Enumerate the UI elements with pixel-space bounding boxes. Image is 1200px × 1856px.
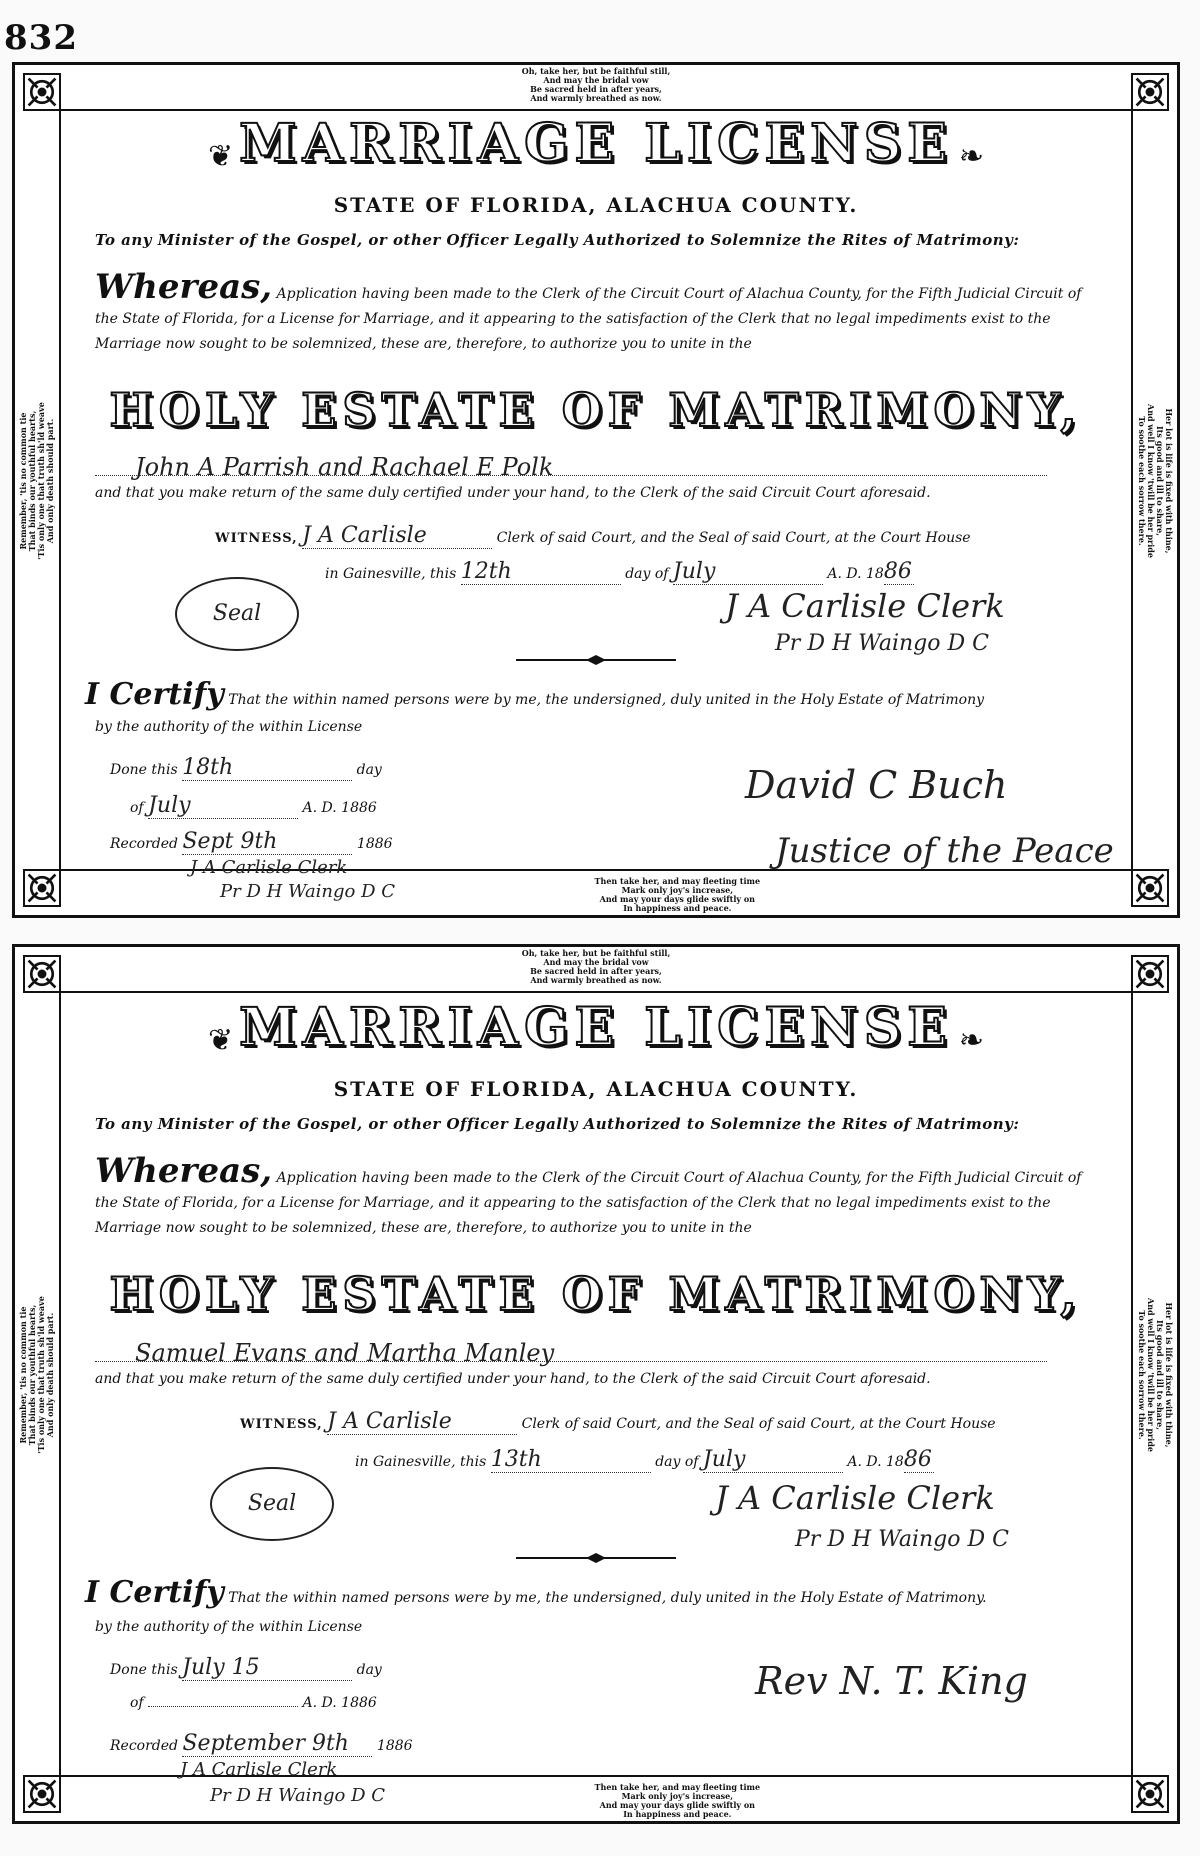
section-divider	[516, 655, 676, 665]
corner-ornament-icon	[23, 869, 61, 907]
of-label: of	[130, 1695, 144, 1711]
couple-names: John A Parrish and Rachael E Polk	[135, 453, 554, 481]
year-value: 86	[903, 1447, 932, 1472]
flourish-right-icon: ❧	[958, 139, 985, 174]
address-line: To any Minister of the Gospel, or other Officer Legally Authorized to Solemnize the Rites of Matrimony:	[95, 1115, 1020, 1133]
clerk-text: Clerk of said Court, and the Seal of said Court, at the Court House	[496, 530, 971, 546]
recorded-label: Recorded	[110, 836, 178, 852]
whereas-paragraph	[95, 267, 1097, 357]
certify-label: I Certify	[85, 677, 224, 712]
day-label: day	[356, 762, 382, 778]
couple-names: Samuel Evans and Martha Manley	[135, 1339, 555, 1367]
witness-signature: J A Carlisle	[302, 523, 492, 549]
corner-ornament-icon	[1131, 869, 1169, 907]
ad-label: A. D. 18	[847, 1454, 904, 1470]
flourish-left-icon: ❦	[207, 1023, 234, 1058]
poem-top: Oh, take her, but be faithful still, And may the bridal vow Be sacred held in after years, And warmly breathed as now.	[521, 66, 671, 103]
corner-ornament-icon	[1131, 73, 1169, 111]
return-text: and that you make return of the same duly certified under your hand, to the Clerk of the said Circuit Court aforesaid.	[95, 485, 931, 501]
recorded-row	[110, 829, 393, 855]
names-line	[95, 1331, 1047, 1367]
whereas-paragraph	[95, 1151, 1097, 1241]
license-title: ❦ MARRIAGE LICENSE ❧	[207, 113, 985, 174]
officiant-title: Justice of the Peace	[775, 831, 1114, 871]
deputy-signature: Pr D H Waingo D C	[795, 1527, 1009, 1552]
certify-label: I Certify	[85, 1575, 224, 1610]
month-value: July	[673, 559, 823, 585]
marriage-license-2	[12, 944, 1180, 1824]
court-seal: Seal	[210, 1467, 334, 1541]
done-row	[110, 755, 382, 781]
side-verse-right: Her lot is life is fixed with thine, Its good and ill to share, And well I know 'twill be her pride To soothe each sorrow there.	[1137, 1298, 1174, 1452]
done-this-label: Done this	[110, 1662, 178, 1678]
done-this-label: Done this	[110, 762, 178, 778]
witness-row	[215, 523, 971, 549]
page-number: 832	[4, 18, 78, 58]
recorded-label: Recorded	[110, 1738, 178, 1754]
deputy-signature: Pr D H Waingo D C	[775, 631, 989, 656]
license-title: ❦ MARRIAGE LICENSE ❧	[207, 997, 985, 1058]
certify-text: That the within named persons were by me, the undersigned, duly united in the Holy Estate of Matrimony.	[228, 1590, 987, 1606]
done-month: July	[148, 793, 298, 819]
authority-text: by the authority of the within License	[95, 719, 363, 735]
done-day: July 15	[182, 1655, 352, 1681]
flourish-right-icon: ❧	[958, 1023, 985, 1058]
side-verse-left: Remember, 'tis no common tie That binds our youthful hearts, 'Tis only one that truth sh'ld weave And only death should part.	[18, 1296, 55, 1454]
return-text: and that you make return of the same duly certified under your hand, to the Clerk of the said Circuit Court aforesaid.	[95, 1371, 931, 1387]
clerk-signature: J A Carlisle Clerk	[725, 587, 1005, 625]
corner-ornament-icon	[23, 73, 61, 111]
whereas-label: Whereas,	[95, 267, 273, 307]
recorded-deputy-signature: Pr D H Waingo D C	[220, 881, 396, 902]
done-ad: A. D. 1886	[302, 1695, 377, 1711]
of-label: of	[130, 800, 144, 816]
holy-estate-heading: HOLY ESTATE OF MATRIMONY,	[109, 383, 1083, 437]
of-row	[130, 1695, 377, 1711]
section-divider	[516, 1553, 676, 1563]
authority-text: by the authority of the within License	[95, 1619, 363, 1635]
poem-bottom: Then take her, and may fleeting time Mark only joy's increase, And may your days glide swiftly on In happiness and peace.	[594, 1782, 761, 1819]
day-of-label: day of	[625, 566, 669, 582]
names-line	[95, 445, 1047, 481]
done-month	[148, 1706, 298, 1707]
recorded-year: 1886	[376, 1738, 413, 1754]
done-row	[110, 1655, 382, 1681]
in-gainesville-label: in Gainesville, this	[355, 1454, 487, 1470]
recorded-clerk-signature: J A Carlisle Clerk	[190, 857, 348, 878]
date-row	[325, 559, 914, 585]
marriage-license-1	[12, 62, 1180, 918]
witness-row	[240, 1409, 996, 1435]
poem-bottom: Then take her, and may fleeting time Mark only joy's increase, And may your days glide swiftly on In happiness and peace.	[594, 876, 761, 913]
day-label: day	[356, 1662, 382, 1678]
recorded-value: September 9th	[182, 1731, 372, 1757]
recorded-row	[110, 1731, 413, 1757]
witness-label: WITNESS,	[240, 1417, 323, 1432]
corner-ornament-icon	[1131, 955, 1169, 993]
whereas-label: Whereas,	[95, 1151, 273, 1191]
witness-signature: J A Carlisle	[327, 1409, 517, 1435]
month-value: July	[703, 1447, 843, 1473]
address-line: To any Minister of the Gospel, or other Officer Legally Authorized to Solemnize the Rites of Matrimony:	[95, 231, 1020, 249]
state-county-heading: STATE OF FLORIDA, ALACHUA COUNTY.	[333, 193, 859, 217]
corner-ornament-icon	[23, 955, 61, 993]
state-county-heading: STATE OF FLORIDA, ALACHUA COUNTY.	[333, 1077, 859, 1101]
whereas-body: Application having been made to the Clerk of the Circuit Court of Alachua County, for the Fifth Judicial Circuit of the State of Florida, for a License for Marriage, and it appearing to the satisfaction of the Clerk that no legal impediments exist to the Marriage now sought to be solemnized, these are, therefore, to authorize you to unite in the	[95, 1170, 1082, 1236]
day-value: 13th	[491, 1447, 651, 1473]
clerk-text: Clerk of said Court, and the Seal of said Court, at the Court House	[521, 1416, 996, 1432]
holy-estate-heading: HOLY ESTATE OF MATRIMONY,	[109, 1267, 1083, 1321]
poem-top: Oh, take her, but be faithful still, And may the bridal vow Be sacred held in after years, And warmly breathed as now.	[521, 948, 671, 985]
done-ad: A. D. 1886	[302, 800, 377, 816]
whereas-body: Application having been made to the Clerk of the Circuit Court of Alachua County, for the Fifth Judicial Circuit of the State of Florida, for a License for Marriage, and it appearing to the satisfaction of the Clerk that no legal impediments exist to the Marriage now sought to be solemnized, these are, therefore, to authorize you to unite in the	[95, 286, 1082, 352]
certify-row	[85, 1575, 987, 1610]
certify-text: That the within named persons were by me, the undersigned, duly united in the Holy Estate of Matrimony	[228, 692, 985, 708]
recorded-value: Sept 9th	[182, 829, 352, 855]
certify-row	[85, 677, 984, 712]
officiant-signature: Rev N. T. King	[755, 1659, 1028, 1703]
of-row	[130, 793, 377, 819]
clerk-signature: J A Carlisle Clerk	[715, 1479, 995, 1517]
corner-ornament-icon	[23, 1775, 61, 1813]
day-value: 12th	[461, 559, 621, 585]
officiant-signature: David C Buch	[745, 763, 1008, 807]
ad-label: A. D. 18	[827, 566, 884, 582]
day-of-label: day of	[655, 1454, 699, 1470]
recorded-year: 1886	[356, 836, 393, 852]
witness-label: WITNESS,	[215, 531, 298, 546]
recorded-clerk-signature: J A Carlisle Clerk	[180, 1759, 338, 1780]
year-value: 86	[883, 559, 912, 584]
court-seal: Seal	[175, 577, 299, 651]
side-verse-left: Remember, 'tis no common tie That binds our youthful hearts, 'Tis only one that truth sh'ld weave And only death should part.	[18, 402, 55, 560]
recorded-deputy-signature: Pr D H Waingo D C	[210, 1785, 386, 1806]
side-verse-right: Her lot is life is fixed with thine, Its good and ill to share, And well I know 'twill be her pride To soothe each sorrow there.	[1137, 404, 1174, 558]
done-day: 18th	[182, 755, 352, 781]
in-gainesville-label: in Gainesville, this	[325, 566, 457, 582]
corner-ornament-icon	[1131, 1775, 1169, 1813]
flourish-left-icon: ❦	[207, 139, 234, 174]
date-row	[355, 1447, 934, 1473]
